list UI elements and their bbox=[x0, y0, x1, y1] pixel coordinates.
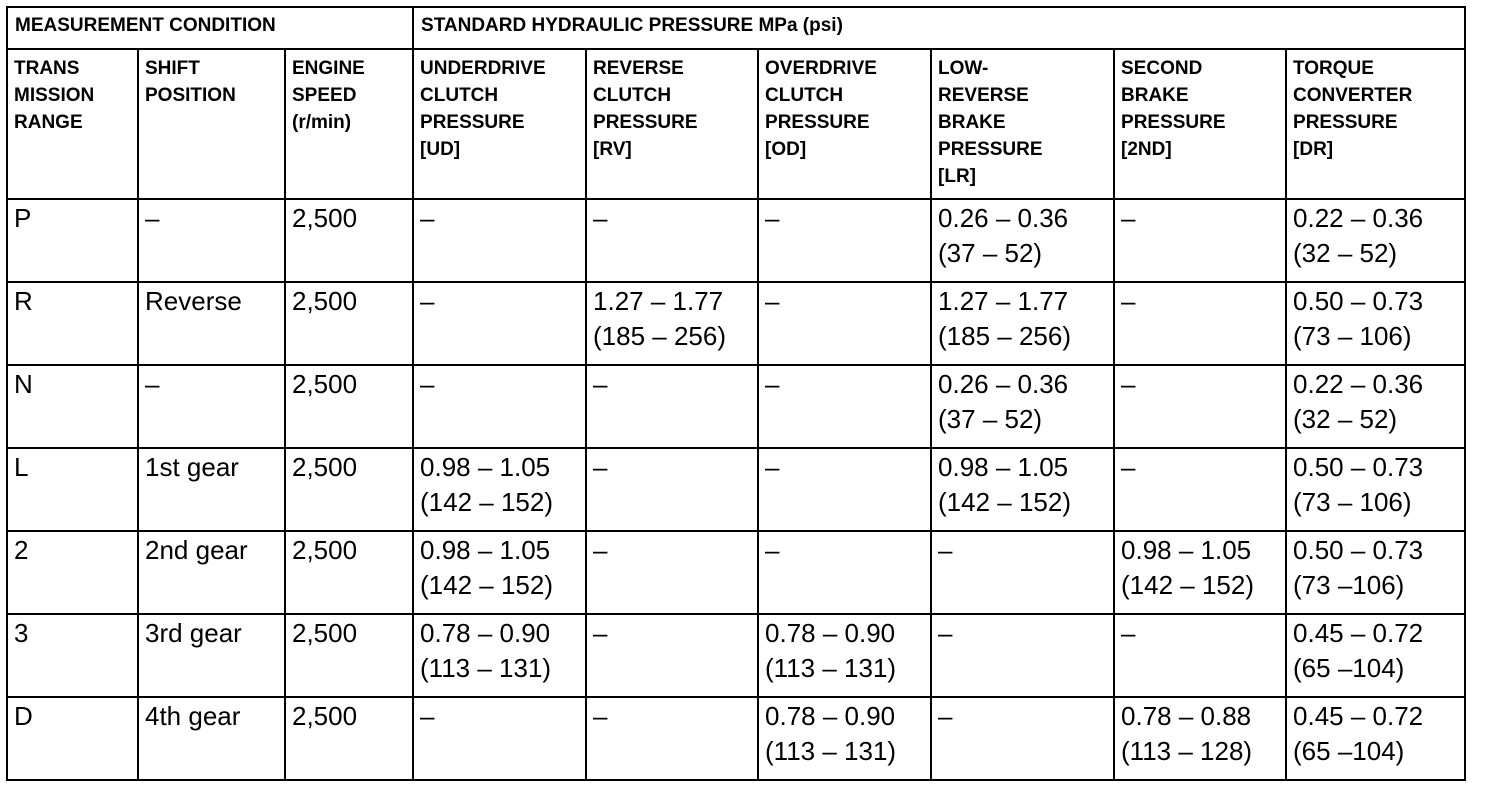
cell-value-line: – bbox=[1121, 203, 1136, 233]
column-header-line: BRAKE bbox=[938, 112, 1006, 133]
cell-transmission-range bbox=[7, 199, 138, 282]
cell-value-line: D bbox=[14, 701, 33, 731]
group-header-row bbox=[7, 7, 1465, 49]
column-header-line: SECOND bbox=[1121, 58, 1203, 79]
cell-value-line: 2,500 bbox=[292, 701, 358, 731]
column-header-line: PRESSURE bbox=[593, 112, 698, 133]
column-header-second-brake-pressure bbox=[1114, 49, 1286, 199]
column-header-line: CLUTCH bbox=[765, 85, 844, 106]
cell-shift-position bbox=[138, 282, 285, 365]
column-header-line: PRESSURE bbox=[938, 139, 1043, 160]
cell-value-line: (142 – 152) bbox=[1121, 570, 1254, 600]
cell-low-reverse-brake-pressure bbox=[931, 614, 1114, 697]
column-header-line: CLUTCH bbox=[593, 85, 672, 106]
cell-torque-converter-pressure bbox=[1286, 365, 1465, 448]
hydraulic-pressure-table bbox=[6, 6, 1466, 781]
cell-value-line: (113 – 131) bbox=[420, 653, 552, 683]
cell-value-line: L bbox=[14, 452, 29, 482]
column-header-line: REVERSE bbox=[938, 85, 1029, 106]
cell-value-line: (73 –106) bbox=[1293, 570, 1405, 600]
cell-value-line: 0.26 – 0.36 bbox=[938, 203, 1069, 233]
cell-value-line: 0.26 – 0.36 bbox=[938, 369, 1069, 399]
cell-second-brake-pressure bbox=[1114, 697, 1286, 780]
cell-value-line: (37 – 52) bbox=[938, 404, 1043, 434]
table-row bbox=[7, 614, 1465, 697]
column-header-line: PRESSURE bbox=[765, 112, 870, 133]
cell-value-line: 0.45 – 0.72 bbox=[1293, 618, 1424, 648]
cell-value-line: 0.22 – 0.36 bbox=[1293, 369, 1424, 399]
column-header-line: TRANS bbox=[14, 58, 80, 79]
column-header-line: OVERDRIVE bbox=[765, 58, 877, 79]
cell-value-line: (37 – 52) bbox=[938, 238, 1043, 268]
cell-value-line: (113 – 131) bbox=[765, 653, 897, 683]
cell-shift-position bbox=[138, 199, 285, 282]
column-header-line: POSITION bbox=[145, 85, 236, 106]
cell-value-line: 0.50 – 0.73 bbox=[1293, 535, 1424, 565]
cell-value-line: – bbox=[1121, 618, 1136, 648]
column-header-row bbox=[7, 49, 1465, 199]
cell-value-line: (32 – 52) bbox=[1293, 238, 1398, 268]
cell-engine-speed bbox=[285, 282, 413, 365]
cell-value-line: 2,500 bbox=[292, 203, 358, 233]
cell-value-line: – bbox=[765, 203, 780, 233]
column-header-line: MISSION bbox=[14, 85, 95, 106]
cell-value-line: – bbox=[420, 701, 435, 731]
column-header-line: [OD] bbox=[765, 139, 807, 160]
cell-torque-converter-pressure bbox=[1286, 531, 1465, 614]
cell-underdrive-clutch-pressure bbox=[413, 697, 586, 780]
cell-engine-speed bbox=[285, 365, 413, 448]
cell-value-line: 0.50 – 0.73 bbox=[1293, 286, 1424, 316]
column-header-line: REVERSE bbox=[593, 58, 684, 79]
cell-underdrive-clutch-pressure bbox=[413, 448, 586, 531]
column-header-reverse-clutch-pressure bbox=[586, 49, 758, 199]
cell-torque-converter-pressure bbox=[1286, 282, 1465, 365]
cell-value-line: – bbox=[938, 618, 953, 648]
cell-value-line: P bbox=[14, 203, 32, 233]
cell-torque-converter-pressure bbox=[1286, 697, 1465, 780]
cell-value-line: 0.45 – 0.72 bbox=[1293, 701, 1424, 731]
cell-value-line: 0.98 – 1.05 bbox=[938, 452, 1069, 482]
cell-value-line: 0.98 – 1.05 bbox=[420, 452, 551, 482]
cell-underdrive-clutch-pressure bbox=[413, 531, 586, 614]
cell-reverse-clutch-pressure bbox=[586, 531, 758, 614]
cell-value-line: – bbox=[420, 369, 435, 399]
cell-reverse-clutch-pressure bbox=[586, 448, 758, 531]
cell-overdrive-clutch-pressure bbox=[758, 282, 931, 365]
cell-torque-converter-pressure bbox=[1286, 614, 1465, 697]
column-header-underdrive-clutch-pressure bbox=[413, 49, 586, 199]
cell-value-line: – bbox=[1121, 286, 1136, 316]
cell-reverse-clutch-pressure bbox=[586, 199, 758, 282]
cell-underdrive-clutch-pressure bbox=[413, 614, 586, 697]
column-header-line: [LR] bbox=[938, 166, 976, 187]
measurement-condition-header: MEASUREMENT CONDITION bbox=[7, 7, 413, 49]
cell-value-line: – bbox=[593, 369, 608, 399]
column-header-line: [RV] bbox=[593, 139, 632, 160]
column-header-line: TORQUE bbox=[1293, 58, 1374, 79]
cell-value-line: N bbox=[14, 369, 33, 399]
column-header-line: PRESSURE bbox=[1121, 112, 1226, 133]
cell-overdrive-clutch-pressure bbox=[758, 199, 931, 282]
cell-value-line: 2,500 bbox=[292, 618, 358, 648]
cell-second-brake-pressure bbox=[1114, 448, 1286, 531]
cell-overdrive-clutch-pressure bbox=[758, 697, 931, 780]
table-row bbox=[7, 697, 1465, 780]
column-header-low-reverse-brake-pressure bbox=[931, 49, 1114, 199]
cell-value-line: 0.98 – 1.05 bbox=[420, 535, 551, 565]
cell-overdrive-clutch-pressure bbox=[758, 531, 931, 614]
column-header-line: UNDERDRIVE bbox=[420, 58, 546, 79]
column-header-shift-position bbox=[138, 49, 285, 199]
cell-transmission-range bbox=[7, 282, 138, 365]
column-header-line: [2ND] bbox=[1121, 139, 1172, 160]
column-header-line: (r/min) bbox=[292, 112, 352, 133]
cell-value-line: 2,500 bbox=[292, 286, 358, 316]
cell-second-brake-pressure bbox=[1114, 614, 1286, 697]
cell-value-line: – bbox=[593, 203, 608, 233]
cell-transmission-range bbox=[7, 697, 138, 780]
cell-engine-speed bbox=[285, 199, 413, 282]
cell-underdrive-clutch-pressure bbox=[413, 199, 586, 282]
cell-overdrive-clutch-pressure bbox=[758, 448, 931, 531]
cell-overdrive-clutch-pressure bbox=[758, 614, 931, 697]
column-header-overdrive-clutch-pressure bbox=[758, 49, 931, 199]
cell-reverse-clutch-pressure bbox=[586, 282, 758, 365]
cell-value-line: – bbox=[765, 369, 780, 399]
cell-value-line: (142 – 152) bbox=[420, 487, 553, 517]
cell-engine-speed bbox=[285, 448, 413, 531]
column-header-line: LOW- bbox=[938, 58, 989, 79]
cell-value-line: – bbox=[1121, 369, 1136, 399]
cell-overdrive-clutch-pressure bbox=[758, 365, 931, 448]
column-header-line: RANGE bbox=[14, 112, 83, 133]
cell-shift-position bbox=[138, 448, 285, 531]
cell-value-line: 3rd gear bbox=[145, 618, 242, 648]
cell-value-line: – bbox=[765, 452, 780, 482]
cell-value-line: 0.78 – 0.90 bbox=[765, 701, 896, 731]
column-header-line: [DR] bbox=[1293, 139, 1334, 160]
cell-transmission-range bbox=[7, 614, 138, 697]
cell-value-line: 0.22 – 0.36 bbox=[1293, 203, 1424, 233]
column-header-transmission-range bbox=[7, 49, 138, 199]
cell-value-line: (142 – 152) bbox=[938, 487, 1071, 517]
cell-value-line: – bbox=[145, 369, 160, 399]
cell-engine-speed bbox=[285, 614, 413, 697]
cell-low-reverse-brake-pressure bbox=[931, 282, 1114, 365]
cell-value-line: – bbox=[420, 286, 435, 316]
cell-value-line: – bbox=[1121, 452, 1136, 482]
table-row bbox=[7, 199, 1465, 282]
cell-engine-speed bbox=[285, 531, 413, 614]
cell-value-line: – bbox=[938, 535, 953, 565]
cell-value-line: (185 – 256) bbox=[593, 321, 726, 351]
table-row bbox=[7, 282, 1465, 365]
cell-torque-converter-pressure bbox=[1286, 448, 1465, 531]
column-header-torque-converter-pressure bbox=[1286, 49, 1465, 199]
cell-value-line: – bbox=[420, 203, 435, 233]
cell-underdrive-clutch-pressure bbox=[413, 282, 586, 365]
column-header-line: BRAKE bbox=[1121, 85, 1189, 106]
cell-reverse-clutch-pressure bbox=[586, 365, 758, 448]
cell-value-line: (65 –104) bbox=[1293, 653, 1405, 683]
cell-engine-speed bbox=[285, 697, 413, 780]
column-header-line: PRESSURE bbox=[420, 112, 525, 133]
column-header-line: ENGINE bbox=[292, 58, 365, 79]
cell-low-reverse-brake-pressure bbox=[931, 199, 1114, 282]
cell-shift-position bbox=[138, 531, 285, 614]
cell-value-line: 0.78 – 0.90 bbox=[765, 618, 896, 648]
column-header-line: CLUTCH bbox=[420, 85, 499, 106]
cell-value-line: – bbox=[593, 618, 608, 648]
column-header-engine-speed bbox=[285, 49, 413, 199]
cell-underdrive-clutch-pressure bbox=[413, 365, 586, 448]
cell-value-line: (65 –104) bbox=[1293, 736, 1405, 766]
cell-second-brake-pressure bbox=[1114, 282, 1286, 365]
cell-value-line: (142 – 152) bbox=[420, 570, 553, 600]
cell-value-line: 2,500 bbox=[292, 535, 358, 565]
cell-shift-position bbox=[138, 697, 285, 780]
column-header-line: CONVERTER bbox=[1293, 85, 1413, 106]
cell-value-line: (73 – 106) bbox=[1293, 487, 1412, 517]
cell-value-line: 0.78 – 0.90 bbox=[420, 618, 551, 648]
table-body bbox=[7, 7, 1465, 780]
cell-transmission-range bbox=[7, 531, 138, 614]
cell-value-line: 1.27 – 1.77 bbox=[938, 286, 1069, 316]
cell-value-line: R bbox=[14, 286, 33, 316]
cell-value-line: (32 – 52) bbox=[1293, 404, 1398, 434]
cell-value-line: – bbox=[593, 535, 608, 565]
cell-value-line: 2,500 bbox=[292, 452, 358, 482]
cell-torque-converter-pressure bbox=[1286, 199, 1465, 282]
cell-value-line: – bbox=[765, 286, 780, 316]
cell-value-line: – bbox=[765, 535, 780, 565]
cell-second-brake-pressure bbox=[1114, 531, 1286, 614]
cell-value-line: – bbox=[593, 701, 608, 731]
cell-low-reverse-brake-pressure bbox=[931, 697, 1114, 780]
cell-low-reverse-brake-pressure bbox=[931, 365, 1114, 448]
cell-transmission-range bbox=[7, 448, 138, 531]
cell-reverse-clutch-pressure bbox=[586, 697, 758, 780]
cell-value-line: 2,500 bbox=[292, 369, 358, 399]
cell-value-line: 0.98 – 1.05 bbox=[1121, 535, 1252, 565]
table-row bbox=[7, 531, 1465, 614]
cell-value-line: 1.27 – 1.77 bbox=[593, 286, 724, 316]
cell-value-line: 0.78 – 0.88 bbox=[1121, 701, 1252, 731]
cell-value-line: 2 bbox=[14, 535, 29, 565]
cell-value-line: 4th gear bbox=[145, 701, 241, 731]
cell-low-reverse-brake-pressure bbox=[931, 531, 1114, 614]
cell-value-line: (113 – 128) bbox=[1121, 736, 1253, 766]
table-row bbox=[7, 448, 1465, 531]
column-header-line: [UD] bbox=[420, 139, 461, 160]
table-row bbox=[7, 365, 1465, 448]
cell-value-line: 1st gear bbox=[145, 452, 239, 482]
cell-value-line: – bbox=[145, 203, 160, 233]
cell-value-line: (113 – 131) bbox=[765, 736, 897, 766]
cell-value-line: – bbox=[938, 701, 953, 731]
cell-shift-position bbox=[138, 614, 285, 697]
cell-value-line: 3 bbox=[14, 618, 29, 648]
cell-value-line: 2nd gear bbox=[145, 535, 248, 565]
cell-shift-position bbox=[138, 365, 285, 448]
cell-value-line: Reverse bbox=[145, 286, 242, 316]
column-header-line: SHIFT bbox=[145, 58, 200, 79]
cell-value-line: (185 – 256) bbox=[938, 321, 1071, 351]
cell-low-reverse-brake-pressure bbox=[931, 448, 1114, 531]
cell-second-brake-pressure bbox=[1114, 199, 1286, 282]
cell-reverse-clutch-pressure bbox=[586, 614, 758, 697]
column-header-line: SPEED bbox=[292, 85, 357, 106]
cell-second-brake-pressure bbox=[1114, 365, 1286, 448]
cell-value-line: (73 – 106) bbox=[1293, 321, 1412, 351]
standard-pressure-header: STANDARD HYDRAULIC PRESSURE MPa (psi) bbox=[413, 7, 1465, 49]
cell-value-line: 0.50 – 0.73 bbox=[1293, 452, 1424, 482]
column-header-line: PRESSURE bbox=[1293, 112, 1398, 133]
cell-transmission-range bbox=[7, 365, 138, 448]
cell-value-line: – bbox=[593, 452, 608, 482]
